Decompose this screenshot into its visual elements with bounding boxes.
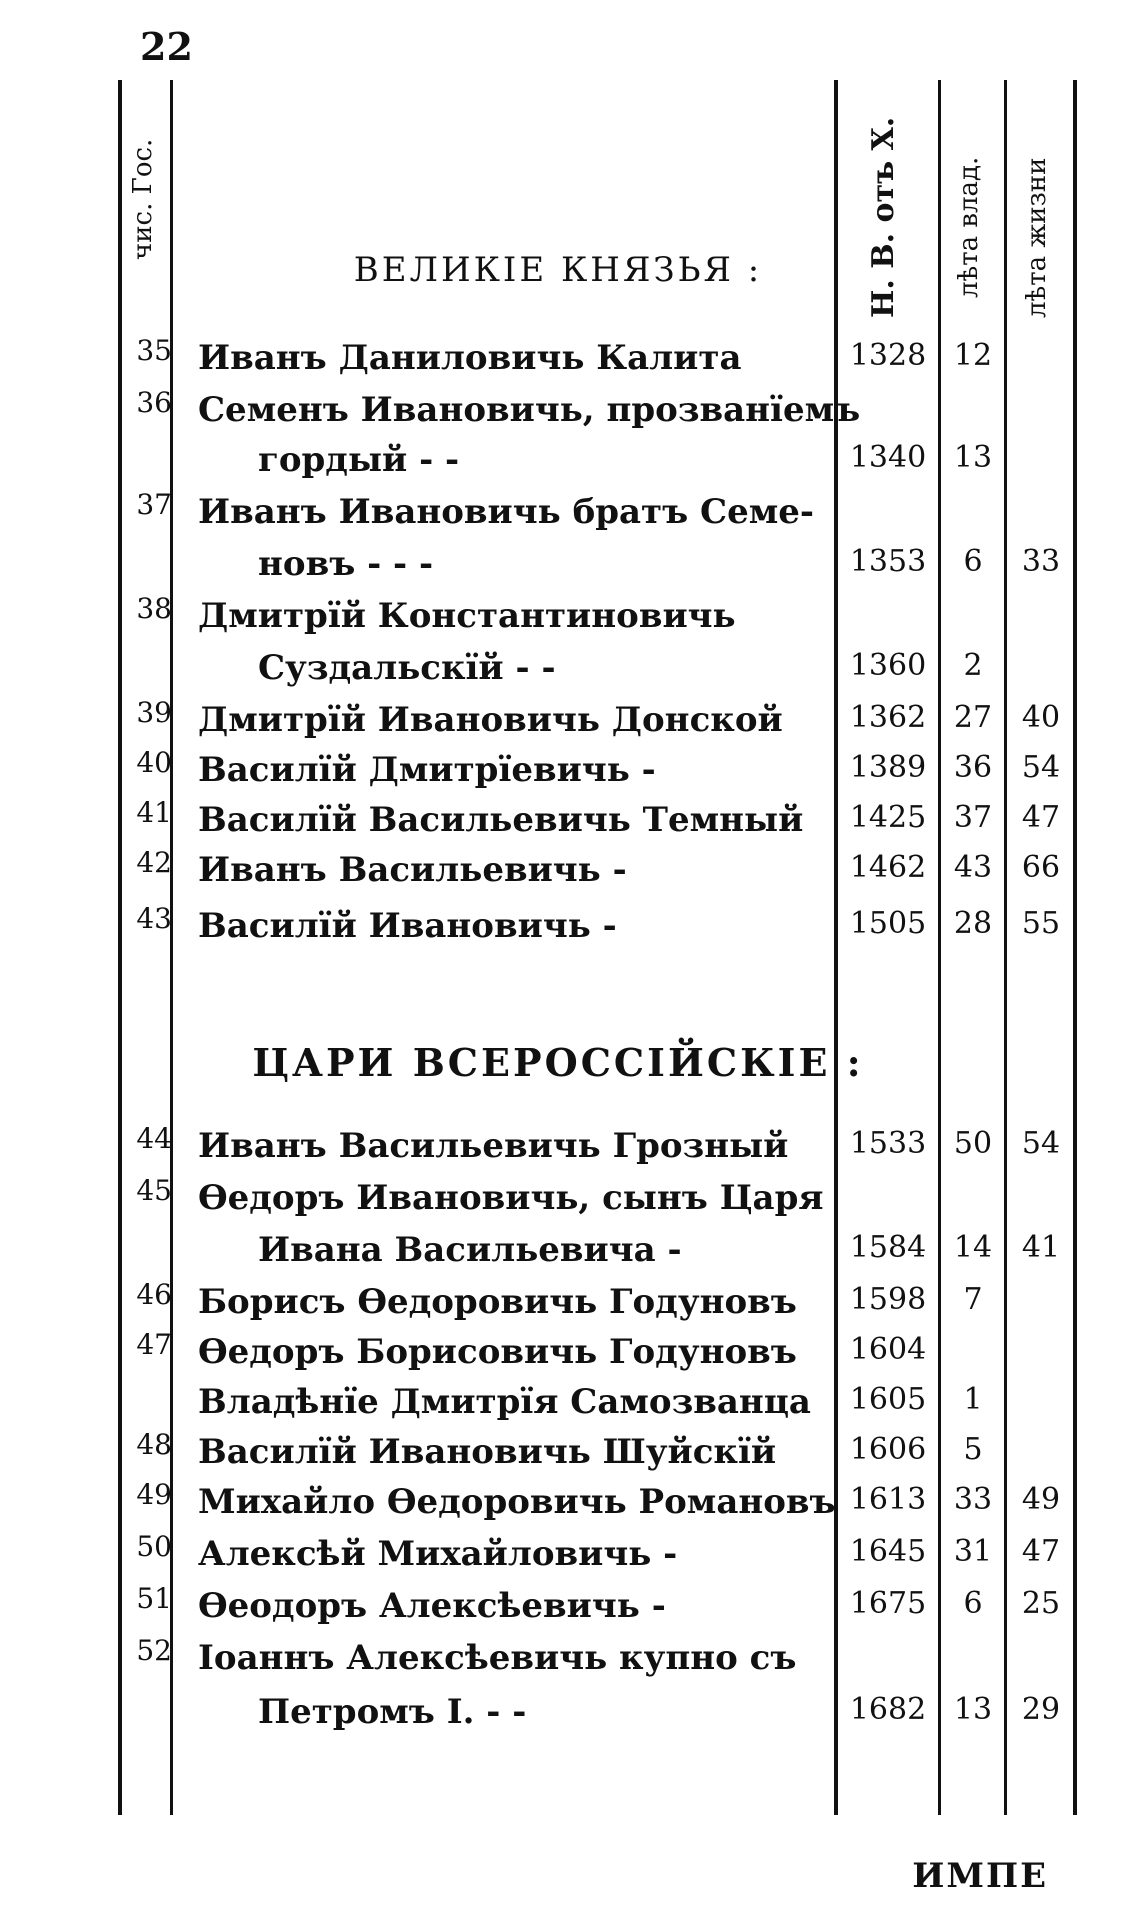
row-number: 37 bbox=[136, 488, 172, 521]
row-number: 45 bbox=[136, 1174, 172, 1207]
row-number: 51 bbox=[136, 1582, 172, 1615]
reign-years: 13 bbox=[953, 1692, 993, 1727]
catchword: ИМПЕ bbox=[912, 1856, 1048, 1896]
ruler-name: Иванъ Васильевичь - bbox=[198, 850, 627, 890]
life-years: 25 bbox=[1021, 1586, 1061, 1621]
reign-years: 50 bbox=[953, 1126, 993, 1161]
section-grand-princes: ВЕЛИКІЕ КНЯЗЬЯ : bbox=[353, 250, 763, 290]
ruler-name-continued: гордый - - bbox=[258, 440, 460, 480]
accession-year: 1505 bbox=[849, 906, 927, 941]
reign-years: 14 bbox=[953, 1230, 993, 1265]
ruler-name: Иванъ Васильевичь Грозный bbox=[198, 1126, 789, 1166]
ruler-name: Василїй Ивановичь - bbox=[198, 906, 617, 946]
row-number: 40 bbox=[136, 746, 172, 779]
ruler-name: Борисъ Ѳедоровичь Годуновъ bbox=[198, 1282, 797, 1322]
accession-year: 1360 bbox=[849, 648, 927, 683]
ruler-name-continued: новъ - - - bbox=[258, 544, 434, 584]
table-row bbox=[118, 592, 1078, 646]
reign-years: 43 bbox=[953, 850, 993, 885]
life-years: 54 bbox=[1021, 750, 1061, 785]
ruler-name: Василїй Васильевичь Темный bbox=[198, 800, 804, 840]
life-years: 33 bbox=[1021, 544, 1061, 579]
table-row bbox=[118, 1634, 1078, 1688]
ruler-name-continued: Суздальскїй - - bbox=[258, 648, 556, 688]
accession-year: 1362 bbox=[849, 700, 927, 735]
accession-year: 1533 bbox=[849, 1126, 927, 1161]
reign-years: 12 bbox=[953, 338, 993, 373]
accession-year: 1584 bbox=[849, 1230, 927, 1265]
accession-year: 1425 bbox=[849, 800, 927, 835]
table-row-cont bbox=[118, 440, 1078, 490]
reign-years: 6 bbox=[963, 544, 983, 579]
ruler-name: Семенъ Ивановичь, прозванїемъ bbox=[198, 390, 861, 430]
accession-year: 1328 bbox=[849, 338, 927, 373]
row-number: 47 bbox=[136, 1328, 172, 1361]
row-number: 49 bbox=[136, 1478, 172, 1511]
life-years: 54 bbox=[1021, 1126, 1061, 1161]
row-number: 52 bbox=[136, 1634, 172, 1667]
ruler-name: Иванъ Даниловичь Калита bbox=[198, 338, 742, 378]
row-number: 48 bbox=[136, 1428, 172, 1461]
table-row-cont bbox=[118, 544, 1078, 594]
life-years: 55 bbox=[1021, 906, 1061, 941]
row-number: 38 bbox=[136, 592, 172, 625]
accession-year: 1675 bbox=[849, 1586, 927, 1621]
accession-year: 1353 bbox=[849, 544, 927, 579]
table-row bbox=[118, 846, 1078, 900]
table-row bbox=[118, 796, 1078, 850]
table-row bbox=[118, 1382, 1078, 1432]
table-row bbox=[118, 386, 1078, 440]
row-number: 44 bbox=[136, 1122, 172, 1155]
reign-years: 2 bbox=[963, 648, 983, 683]
row-number: 50 bbox=[136, 1530, 172, 1563]
accession-year: 1389 bbox=[849, 750, 927, 785]
reign-years: 33 bbox=[953, 1482, 993, 1517]
ruler-name: Иванъ Ивановичь братъ Семе- bbox=[198, 492, 815, 532]
header-reign: лѣта влад. bbox=[954, 156, 984, 298]
ruler-name: Василїй Дмитрїевичь - bbox=[198, 750, 656, 790]
accession-year: 1613 bbox=[849, 1482, 927, 1517]
accession-year: 1604 bbox=[849, 1332, 927, 1367]
reign-years: 37 bbox=[953, 800, 993, 835]
table-row-cont bbox=[118, 648, 1078, 698]
life-years: 47 bbox=[1021, 1534, 1061, 1569]
header-year: Н. В. отъ Х. bbox=[866, 116, 901, 318]
reign-years: 1 bbox=[963, 1382, 983, 1417]
row-number: 36 bbox=[136, 386, 172, 419]
ruler-name: Михайло Ѳедоровичь Романовъ bbox=[198, 1482, 836, 1522]
life-years: 66 bbox=[1021, 850, 1061, 885]
life-years: 49 bbox=[1021, 1482, 1061, 1517]
header-life: лѣта жизни bbox=[1022, 157, 1052, 318]
table-row bbox=[118, 488, 1078, 542]
row-number: 41 bbox=[136, 796, 172, 829]
life-years: 47 bbox=[1021, 800, 1061, 835]
accession-year: 1606 bbox=[849, 1432, 927, 1467]
ruler-name-continued: Петромъ I. - - bbox=[258, 1692, 527, 1732]
accession-year: 1598 bbox=[849, 1282, 927, 1317]
accession-year: 1340 bbox=[849, 440, 927, 475]
ruler-name: Іоаннъ Алексѣевичь купно съ bbox=[198, 1638, 797, 1678]
table-row bbox=[118, 1122, 1078, 1176]
table-row-cont bbox=[118, 1692, 1078, 1742]
ruler-name: Владѣнїе Дмитрїя Самозванца bbox=[198, 1382, 811, 1422]
row-number: 46 bbox=[136, 1278, 172, 1311]
reign-years: 27 bbox=[953, 700, 993, 735]
ruler-name: Ѳедоръ Борисовичь Годуновъ bbox=[198, 1332, 797, 1372]
reign-years: 36 bbox=[953, 750, 993, 785]
table-row bbox=[118, 334, 1078, 388]
accession-year: 1605 bbox=[849, 1382, 927, 1417]
table-row bbox=[118, 1278, 1078, 1332]
ruler-name: Василїй Ивановичь Шуйскїй bbox=[198, 1432, 777, 1472]
table-row bbox=[118, 1428, 1078, 1482]
accession-year: 1645 bbox=[849, 1534, 927, 1569]
life-years: 40 bbox=[1021, 700, 1061, 735]
life-years: 41 bbox=[1021, 1230, 1061, 1265]
table-row bbox=[118, 746, 1078, 800]
table-row bbox=[118, 1328, 1078, 1382]
reign-years: 7 bbox=[963, 1282, 983, 1317]
life-years: 29 bbox=[1021, 1692, 1061, 1727]
row-number: 39 bbox=[136, 696, 172, 729]
ruler-name: Дмитрїй Ивановичь Донской bbox=[198, 700, 783, 740]
ruler-name: Ѳеодоръ Алексѣевичь - bbox=[198, 1586, 666, 1626]
reign-years: 6 bbox=[963, 1586, 983, 1621]
table-row bbox=[118, 696, 1078, 750]
table-row bbox=[118, 1582, 1078, 1636]
genealogy-table bbox=[118, 80, 1078, 1815]
page-number: 22 bbox=[140, 24, 193, 69]
table-row bbox=[118, 1174, 1078, 1228]
header-num: чис. Гос. bbox=[128, 138, 158, 260]
ruler-name-continued: Ивана Васильевича - bbox=[258, 1230, 682, 1270]
ruler-name: Алексѣй Михайловичь - bbox=[198, 1534, 678, 1574]
ruler-name: Дмитрїй Константиновичь bbox=[198, 596, 736, 636]
row-number: 42 bbox=[136, 846, 172, 879]
accession-year: 1682 bbox=[849, 1692, 927, 1727]
reign-years: 5 bbox=[963, 1432, 983, 1467]
table-row bbox=[118, 1478, 1078, 1532]
table-row-cont bbox=[118, 1230, 1078, 1280]
table-row bbox=[118, 1530, 1078, 1584]
row-number: 43 bbox=[136, 902, 172, 935]
row-number: 35 bbox=[136, 334, 172, 367]
table-row bbox=[118, 902, 1078, 956]
accession-year: 1462 bbox=[849, 850, 927, 885]
section-tsars: ЦАРИ ВСЕРОССІЙСКІЕ : bbox=[252, 1040, 864, 1085]
reign-years: 28 bbox=[953, 906, 993, 941]
reign-years: 13 bbox=[953, 440, 993, 475]
ruler-name: Ѳедоръ Ивановичь, сынъ Царя bbox=[198, 1178, 824, 1218]
reign-years: 31 bbox=[953, 1534, 993, 1569]
